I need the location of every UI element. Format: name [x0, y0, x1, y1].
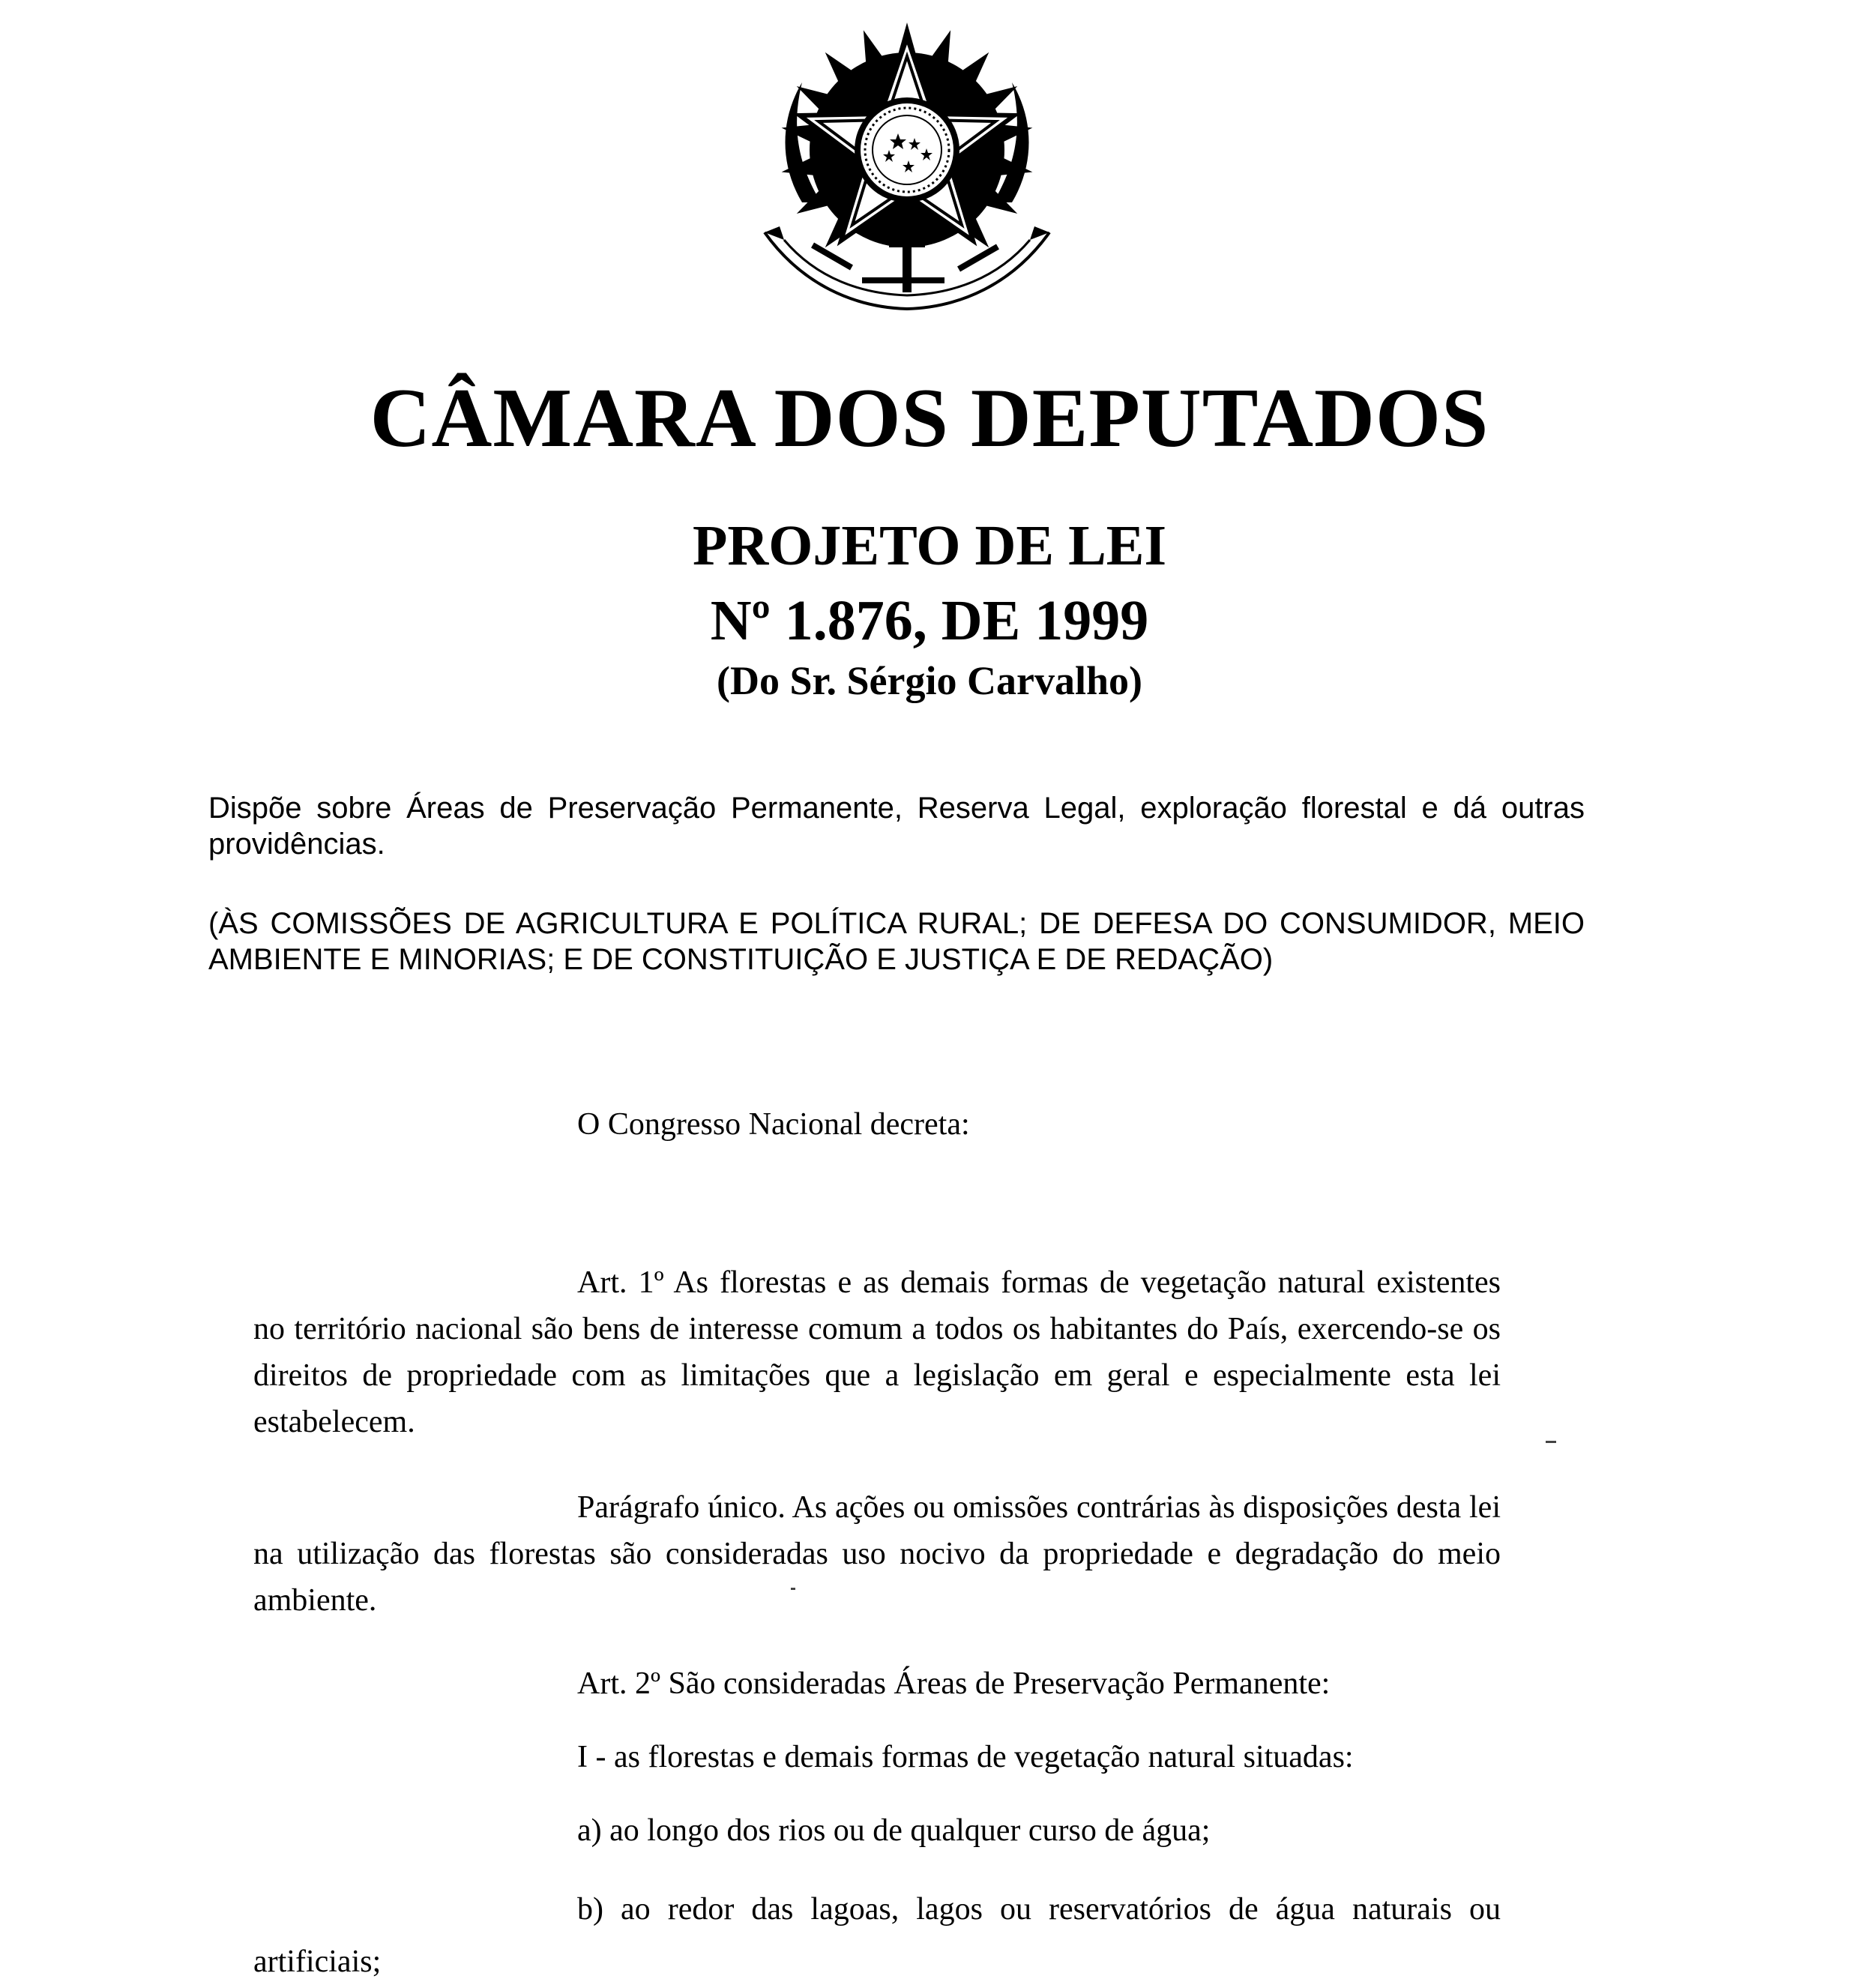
- brazil-coat-of-arms-icon: [750, 15, 1064, 322]
- scan-speck: [1546, 1441, 1556, 1443]
- subitem-a: a) ao longo dos rios ou de qualquer curso de água;: [577, 1813, 1211, 1848]
- subitem-b: b) ao redor das lagoas, lagos ou reservatórios de água naturais ou artificiais;: [253, 1892, 1501, 1979]
- article-2: Art. 2º São consideradas Áreas de Preservação Permanente:: [577, 1666, 1331, 1701]
- institution-title: CÂMARA DOS DEPUTADOS: [370, 372, 1489, 465]
- scan-speck: [791, 1588, 795, 1590]
- enacting-clause: O Congresso Nacional decreta:: [577, 1107, 970, 1142]
- item-i: I - as florestas e demais formas de vegetação natural situadas:: [577, 1740, 1354, 1774]
- document-type: PROJETO DE LEI: [692, 514, 1167, 577]
- bill-number: Nº 1.876, DE 1999: [710, 589, 1149, 652]
- article-1: Art. 1º As florestas e as demais formas de vegetação natural existentes no território nacional são bens de interesse comum a todos os habitantes do País, exercendo-se os direitos de propriedade com as limitações que a legislação em geral e especialmente esta lei estabelecem.: [253, 1265, 1501, 1439]
- committees-referral: (ÀS COMISSÕES DE AGRICULTURA E POLÍTICA RURAL; DE DEFESA DO CONSUMIDOR, MEIO AMBIENTE E MINORIAS; E DE CONSTITUIÇÃO E JUSTIÇA E DE REDAÇÃO): [208, 907, 1585, 976]
- sole-paragraph: Parágrafo único. As ações ou omissões contrárias às disposições desta lei na utilização das florestas são consideradas uso nocivo da propriedade e degradação do meio ambiente.: [253, 1490, 1501, 1618]
- bill-summary: Dispõe sobre Áreas de Preservação Permanente, Reserva Legal, exploração florestal e dá outras providências.: [208, 792, 1585, 861]
- bill-author: (Do Sr. Sérgio Carvalho): [717, 658, 1142, 703]
